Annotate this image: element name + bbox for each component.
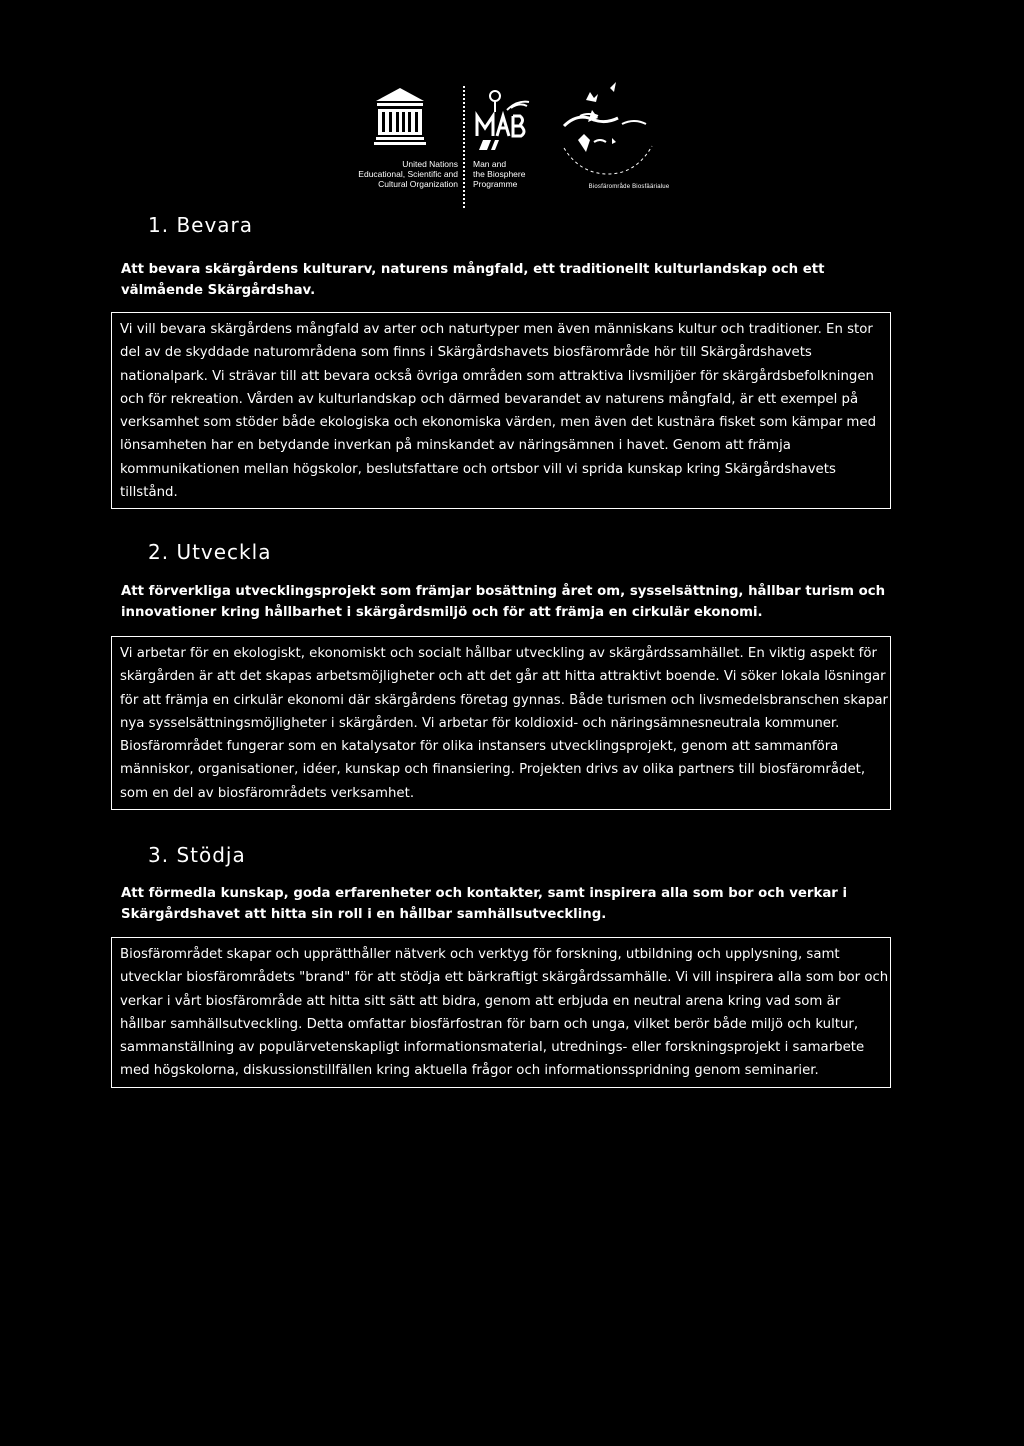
section-title: 2. Utveckla [148, 540, 272, 564]
section-lead: Att bevara skärgårdens kulturarv, naturens mångfald, ett traditionellt kulturlandskap och ett välmående Skärgårdshav. [121, 262, 825, 298]
mab-emblem-icon [473, 88, 533, 150]
section-body-box: Biosfärområdet skapar och upprätthåller nätverk och verktyg för forskning, utbildning och upplysning, samt utvecklar biosfärområdets "brand" för att stödja ett bärkraftigt skärgårdssamhälle. Vi vill inspirera alla som bor och verkar i vårt biosfärområde att hitta sitt sätt att bidra, genom att erbjuda en neutral arena kring vad som är hållbar samhällsutveckling. Detta omfattar biosfärfostran för barn och unga, vilket berör både miljö och kultur, sammanställning av populärvetenskapligt informationsmaterial, utrednings- eller forskningsprojekt i samarbete med högskolorna, diskussionstillfällen kring aktuella frågor och informationsspridning genom seminarier. [111, 937, 891, 1088]
logo-header [330, 82, 700, 212]
unesco-logo [330, 82, 458, 192]
mab-caption: Man and the Biosphere Programme [473, 159, 526, 189]
archipelago-biosphere-logo [558, 82, 700, 192]
section-body-box: Vi arbetar för en ekologiskt, ekonomiskt och socialt hållbar utveckling av skärgårdssamhället. En viktig aspekt för skärgården är att det skapas arbetsmöjligheter och att det går att hitta attraktivt boende. Vi söker lokala lösningar för att främja en cirkulär ekonomi där skärgårdens företag gynnas. Både turismen och livsmedelsbranschen skapar nya sysselsättningsmöjligheter i skärgården. Vi arbetar för koldioxid- och näringsämnesneutrala kommuner. Biosfärområdet fungerar som en katalysator för olika instansers utvecklingsprojekt, genom att sammanföra människor, organisationer, idéer, kunskap och finansiering. Projekten drivs av olika partners till biosfärområdet, som en del av biosfärområdets verksamhet. [111, 636, 891, 810]
section-lead: Att förmedla kunskap, goda erfarenheter och kontakter, samt inspirera alla som bor och verkar i Skärgårdshavet att hitta sin roll i en hållbar samhällsutveckling. [121, 886, 848, 922]
section-body-box: Vi vill bevara skärgårdens mångfald av arter och naturtyper men även människans kultur och traditioner. En stor del av de skyddade naturområdena som finns i Skärgårdshavets biosfärområde hör till Skärgårdshavets nationalpark. Vi strävar till att bevara också övriga områden som attraktiva livsmiljöer för skärgårdsbefolkningen och för rekreation. Vården av kulturlandskap och därmed bevarandet av naturens mångfald, är ett exempel på verksamhet som stöder både ekologiska och ekonomiska värden, men även det kustnära fisket som kämpar med lönsamheten har en betydande inverkan på minskandet av näringsämnen i havet. Genom att främja kommunikationen mellan högskolor, beslutsfattare och ortsbor vill vi sprida kunskap kring Skärgårdshavets tillstånd. [111, 312, 891, 509]
section-title: 1. Bevara [148, 213, 254, 237]
section-title: 3. Stödja [148, 843, 246, 867]
unesco-temple-icon [374, 86, 426, 154]
unesco-caption: United Nations Educational, Scientific and Cultural Organization [358, 159, 458, 189]
mab-logo [473, 82, 563, 192]
archipelago-caption: Biosfärområde Biosfäärialue [588, 184, 670, 190]
section-lead: Att förverkliga utvecklingsprojekt som främjar bosättning året om, sysselsättning, hållbar turism och innovationer kring hållbarhet i skärgårdsmiljö och för att främja en cirkulär ekonomi. [121, 584, 886, 620]
archipelago-emblem-icon [558, 82, 700, 182]
logo-divider [463, 86, 467, 208]
